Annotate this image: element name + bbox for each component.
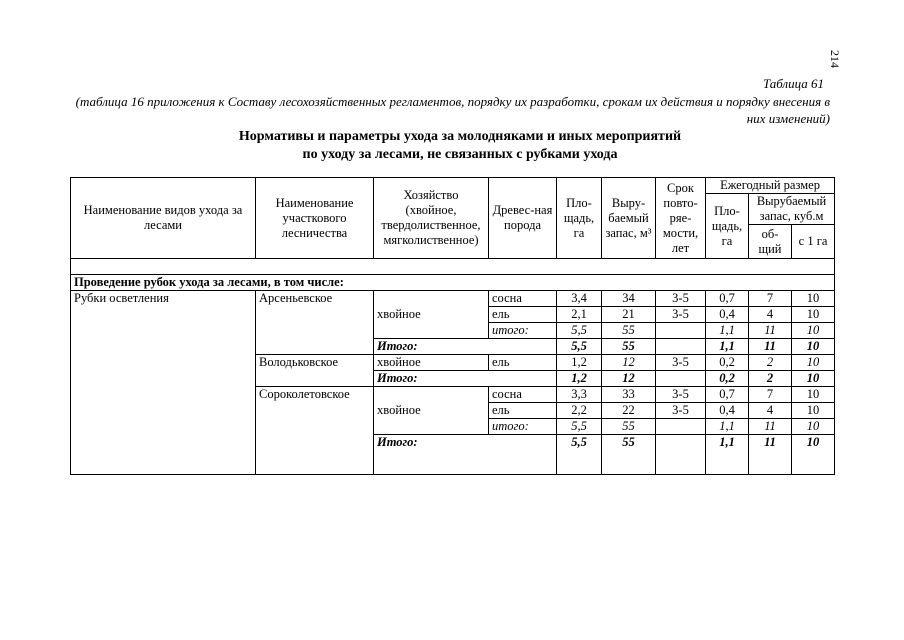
section-row [71,275,835,291]
header-annual-area: Пло-щадь, га [706,194,749,259]
annual-per-ha-cell: 10 [792,387,835,403]
annual-area-cell: 1,1 [706,419,749,435]
area-cell: 3,3 [557,387,602,403]
title-line-2: по уходу за лесами, не связанных с рубками ухода [302,147,618,162]
total-label: Итого: [374,339,557,355]
stock-cell: 55 [602,419,656,435]
total-label: Итого: [374,435,557,475]
area-cell: 3,4 [557,291,602,307]
period-cell [656,371,706,387]
period-cell [656,435,706,475]
norms-table [70,177,835,475]
annual-total-cell: 2 [749,355,792,371]
header-economy: Хозяйство (хвойное, твердолиственное, мягколиственное) [374,178,489,259]
annual-total-cell: 7 [749,291,792,307]
header-area: Пло-щадь, га [557,178,602,259]
subtotal-label: итого: [489,323,557,339]
annual-area-cell: 0,2 [706,371,749,387]
table-row [71,291,835,307]
forestry-name: Арсеньевское [256,291,374,355]
stock-cell: 55 [602,435,656,475]
annual-total-cell: 11 [749,435,792,475]
header-stock: Выру-баемый запас, м³ [602,178,656,259]
area-cell: 5,5 [557,339,602,355]
total-label: Итого: [374,371,557,387]
annual-per-ha-cell: 10 [792,403,835,419]
species-cell: ель [489,307,557,323]
stock-cell: 55 [602,323,656,339]
stock-cell: 55 [602,339,656,355]
forestry-name: Сороколетовское [256,387,374,475]
annual-per-ha-cell: 10 [792,435,835,475]
period-cell [656,339,706,355]
type-name: Рубки осветления [71,291,256,475]
section-title: Проведение рубок ухода за лесами, в том числе: [71,275,835,291]
period-cell: 3-5 [656,307,706,323]
annual-area-cell: 0,4 [706,307,749,323]
period-cell: 3-5 [656,291,706,307]
economy-cell: хвойное [374,387,489,435]
header-annual-stock: Вырубаемый запас, куб.м [749,194,835,225]
annual-area-cell: 0,7 [706,387,749,403]
annual-area-cell: 1,1 [706,435,749,475]
annual-total-cell: 7 [749,387,792,403]
annual-total-cell: 4 [749,307,792,323]
stock-cell: 33 [602,387,656,403]
annual-total-cell: 11 [749,339,792,355]
species-cell: сосна [489,291,557,307]
economy-cell: хвойное [374,355,489,371]
area-cell: 2,2 [557,403,602,419]
table-title [70,128,850,164]
stock-cell: 12 [602,355,656,371]
area-cell: 2,1 [557,307,602,323]
stock-cell: 21 [602,307,656,323]
area-cell: 5,5 [557,323,602,339]
header-total: об-щий [749,225,792,259]
header-row-1 [71,178,835,194]
table-number: Таблица 61 [762,76,824,91]
header-annual: Ежегодный размер [706,178,835,194]
period-cell [656,323,706,339]
annual-area-cell: 1,1 [706,339,749,355]
annual-per-ha-cell: 10 [792,291,835,307]
area-cell: 1,2 [557,355,602,371]
annual-area-cell: 0,2 [706,355,749,371]
blank-row [71,259,835,275]
annual-total-cell: 11 [749,419,792,435]
annual-area-cell: 1,1 [706,323,749,339]
annual-per-ha-cell: 10 [792,323,835,339]
annual-area-cell: 0,4 [706,403,749,419]
annual-per-ha-cell: 10 [792,339,835,355]
forestry-name: Володьковское [256,355,374,387]
period-cell [656,419,706,435]
annual-per-ha-cell: 10 [792,307,835,323]
annual-per-ha-cell: 10 [792,419,835,435]
economy-cell: хвойное [374,291,489,339]
species-cell: ель [489,403,557,419]
annual-per-ha-cell: 10 [792,371,835,387]
subtotal-label: итого: [489,419,557,435]
header-forestry: Наименование участкового лесничества [256,178,374,259]
annual-total-cell: 11 [749,323,792,339]
period-cell: 3-5 [656,387,706,403]
area-cell: 5,5 [557,435,602,475]
annual-area-cell: 0,7 [706,291,749,307]
page-number: 214 [828,50,842,68]
period-cell: 3-5 [656,403,706,419]
species-cell: сосна [489,387,557,403]
area-cell: 5,5 [557,419,602,435]
annual-total-cell: 4 [749,403,792,419]
header-per-ha: с 1 га [792,225,835,259]
area-cell: 1,2 [557,371,602,387]
header-period: Срок повто-ряе-мости, лет [656,178,706,259]
header-species: Древес-ная порода [489,178,557,259]
stock-cell: 22 [602,403,656,419]
species-cell: ель [489,355,557,371]
title-line-1: Нормативы и параметры ухода за молодняками и иных мероприятий [238,129,682,144]
period-cell: 3-5 [656,355,706,371]
annual-total-cell: 2 [749,371,792,387]
stock-cell: 34 [602,291,656,307]
header-type: Наименование видов ухода за лесами [71,178,256,259]
stock-cell: 12 [602,371,656,387]
annual-per-ha-cell: 10 [792,355,835,371]
table-subtitle: (таблица 16 приложения к Составу лесохозяйственных регламентов, порядку их разработки, срокам их действия и порядку внесения в них изменений) [75,94,830,126]
